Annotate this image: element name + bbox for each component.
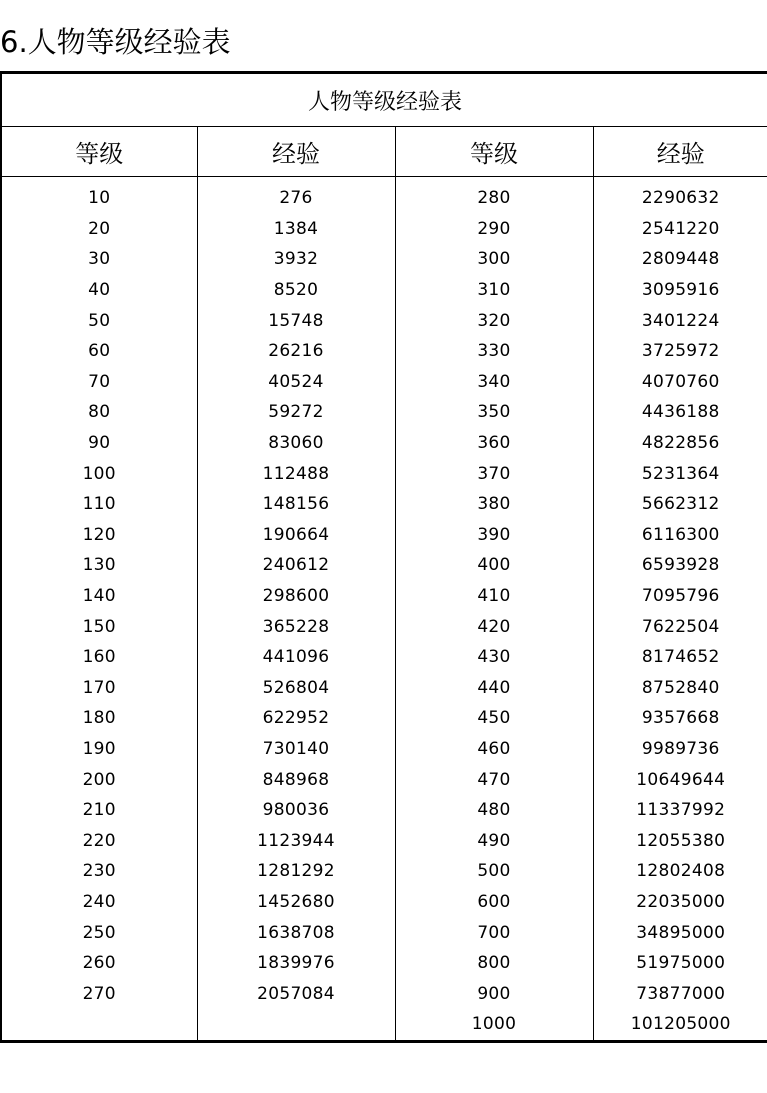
cell-exp: 2809448 (593, 244, 767, 275)
cell-level: 320 (395, 305, 593, 336)
cell-level: 300 (395, 244, 593, 275)
table-row (1, 917, 767, 948)
cell-exp: 4436188 (593, 397, 767, 428)
cell-level: 140 (82, 586, 116, 607)
cell-level: 400 (395, 550, 593, 581)
cell-exp: 112488 (197, 458, 395, 489)
cell-level: 470 (395, 764, 593, 795)
cell-level: 30 (88, 249, 111, 270)
cell-exp: 34895000 (593, 917, 767, 948)
cell-exp: 8174652 (593, 642, 767, 673)
cell-exp: 101205000 (593, 1009, 767, 1041)
cell-level: 260 (82, 953, 116, 974)
cell-level: 50 (88, 310, 111, 331)
table-row (1, 978, 767, 1009)
cell-exp: 2290632 (593, 177, 767, 214)
cell-exp: 1452680 (197, 887, 395, 918)
table-row (1, 275, 767, 306)
cell-exp: 7622504 (593, 611, 767, 642)
cell-exp: 10649644 (593, 764, 767, 795)
cell-level: 310 (395, 275, 593, 306)
header-level-1: 等级 (1, 127, 197, 177)
cell-exp: 1123944 (197, 825, 395, 856)
cell-level: 40 (88, 280, 111, 301)
table-row (1, 642, 767, 673)
cell-level: 70 (88, 371, 111, 392)
table-row (1, 703, 767, 734)
cell-exp: 6593928 (593, 550, 767, 581)
cell-exp: 6116300 (593, 520, 767, 551)
cell-exp: 5662312 (593, 489, 767, 520)
cell-exp: 3095916 (593, 275, 767, 306)
table-row (1, 550, 767, 581)
cell-level: 490 (395, 825, 593, 856)
cell-exp: 3932 (197, 244, 395, 275)
cell-level: 900 (395, 978, 593, 1009)
cell-exp: 526804 (197, 673, 395, 704)
table-row (1, 177, 767, 214)
cell-level: 600 (395, 887, 593, 918)
cell-level: 60 (88, 341, 111, 362)
cell-exp: 9989736 (593, 734, 767, 765)
table-row (1, 734, 767, 765)
table-row (1, 305, 767, 336)
cell-exp: 4822856 (593, 428, 767, 459)
cell-exp: 11337992 (593, 795, 767, 826)
cell-exp: 22035000 (593, 887, 767, 918)
cell-exp: 276 (197, 177, 395, 214)
cell-exp: 1839976 (197, 948, 395, 979)
cell-level: 220 (82, 830, 116, 851)
cell-exp: 51975000 (593, 948, 767, 979)
cell-exp: 980036 (197, 795, 395, 826)
table-body (1, 177, 767, 1042)
table-row (1, 520, 767, 551)
cell-level: 130 (82, 555, 116, 576)
cell-level: 190 (82, 738, 116, 759)
cell-exp: 40524 (197, 367, 395, 398)
cell-exp: 59272 (197, 397, 395, 428)
cell-level: 500 (395, 856, 593, 887)
table-row (1, 367, 767, 398)
table-caption: 人物等级经验表 (1, 73, 767, 127)
table-caption-row (1, 73, 767, 127)
cell-level: 380 (395, 489, 593, 520)
table-row (1, 825, 767, 856)
cell-exp: 3401224 (593, 305, 767, 336)
table-row (1, 244, 767, 275)
cell-level (1, 1009, 197, 1041)
table-row (1, 611, 767, 642)
cell-level: 200 (82, 769, 116, 790)
cell-exp: 2057084 (197, 978, 395, 1009)
cell-exp: 298600 (197, 581, 395, 612)
cell-level: 250 (82, 922, 116, 943)
table-row (1, 214, 767, 245)
cell-exp: 1638708 (197, 917, 395, 948)
cell-level: 410 (395, 581, 593, 612)
cell-exp: 240612 (197, 550, 395, 581)
cell-level: 280 (395, 177, 593, 214)
cell-exp: 12055380 (593, 825, 767, 856)
cell-exp: 4070760 (593, 367, 767, 398)
cell-exp (197, 1009, 395, 1041)
cell-level: 230 (82, 861, 116, 882)
cell-level: 420 (395, 611, 593, 642)
table-row (1, 764, 767, 795)
table-row (1, 673, 767, 704)
cell-level: 110 (82, 494, 116, 515)
table-row (1, 428, 767, 459)
cell-level: 350 (395, 397, 593, 428)
cell-level: 1000 (395, 1009, 593, 1041)
cell-exp: 73877000 (593, 978, 767, 1009)
cell-exp: 83060 (197, 428, 395, 459)
table-row (1, 795, 767, 826)
table-header-row (1, 127, 767, 177)
cell-level: 240 (82, 891, 116, 912)
cell-exp: 3725972 (593, 336, 767, 367)
cell-level: 440 (395, 673, 593, 704)
cell-exp: 5231364 (593, 458, 767, 489)
cell-exp: 190664 (197, 520, 395, 551)
cell-level: 80 (88, 402, 111, 423)
cell-level: 480 (395, 795, 593, 826)
cell-exp: 730140 (197, 734, 395, 765)
cell-exp: 848968 (197, 764, 395, 795)
header-level-2: 等级 (395, 127, 593, 177)
cell-exp: 9357668 (593, 703, 767, 734)
cell-exp: 1384 (197, 214, 395, 245)
cell-level: 450 (395, 703, 593, 734)
cell-level: 100 (82, 463, 116, 484)
table-row (1, 458, 767, 489)
level-exp-table (0, 71, 767, 1043)
section-title: 6.人物等级经验表 (0, 25, 231, 59)
cell-exp: 7095796 (593, 581, 767, 612)
cell-exp: 622952 (197, 703, 395, 734)
cell-level: 330 (395, 336, 593, 367)
cell-level: 370 (395, 458, 593, 489)
cell-level: 210 (82, 800, 116, 821)
table-row (1, 397, 767, 428)
cell-level: 800 (395, 948, 593, 979)
cell-level: 700 (395, 917, 593, 948)
cell-exp: 8520 (197, 275, 395, 306)
cell-exp: 441096 (197, 642, 395, 673)
table-row (1, 856, 767, 887)
cell-exp: 1281292 (197, 856, 395, 887)
cell-level: 290 (395, 214, 593, 245)
table-row (1, 336, 767, 367)
cell-level: 360 (395, 428, 593, 459)
table-row (1, 887, 767, 918)
cell-level: 10 (88, 188, 111, 209)
header-exp-2: 经验 (593, 127, 767, 177)
cell-level: 150 (82, 616, 116, 637)
cell-exp: 12802408 (593, 856, 767, 887)
table-row (1, 1009, 767, 1041)
cell-exp: 15748 (197, 305, 395, 336)
cell-level: 460 (395, 734, 593, 765)
cell-level: 430 (395, 642, 593, 673)
cell-level: 180 (82, 708, 116, 729)
table-row (1, 581, 767, 612)
cell-level: 170 (82, 677, 116, 698)
cell-exp: 365228 (197, 611, 395, 642)
cell-level: 340 (395, 367, 593, 398)
header-exp-1: 经验 (197, 127, 395, 177)
cell-level: 270 (82, 983, 116, 1004)
cell-level: 20 (88, 218, 111, 239)
cell-level: 390 (395, 520, 593, 551)
table-row (1, 489, 767, 520)
cell-level: 160 (82, 647, 116, 668)
cell-exp: 8752840 (593, 673, 767, 704)
cell-level: 90 (88, 433, 111, 454)
cell-exp: 26216 (197, 336, 395, 367)
cell-exp: 2541220 (593, 214, 767, 245)
cell-level: 120 (82, 524, 116, 545)
cell-exp: 148156 (197, 489, 395, 520)
table-row (1, 948, 767, 979)
